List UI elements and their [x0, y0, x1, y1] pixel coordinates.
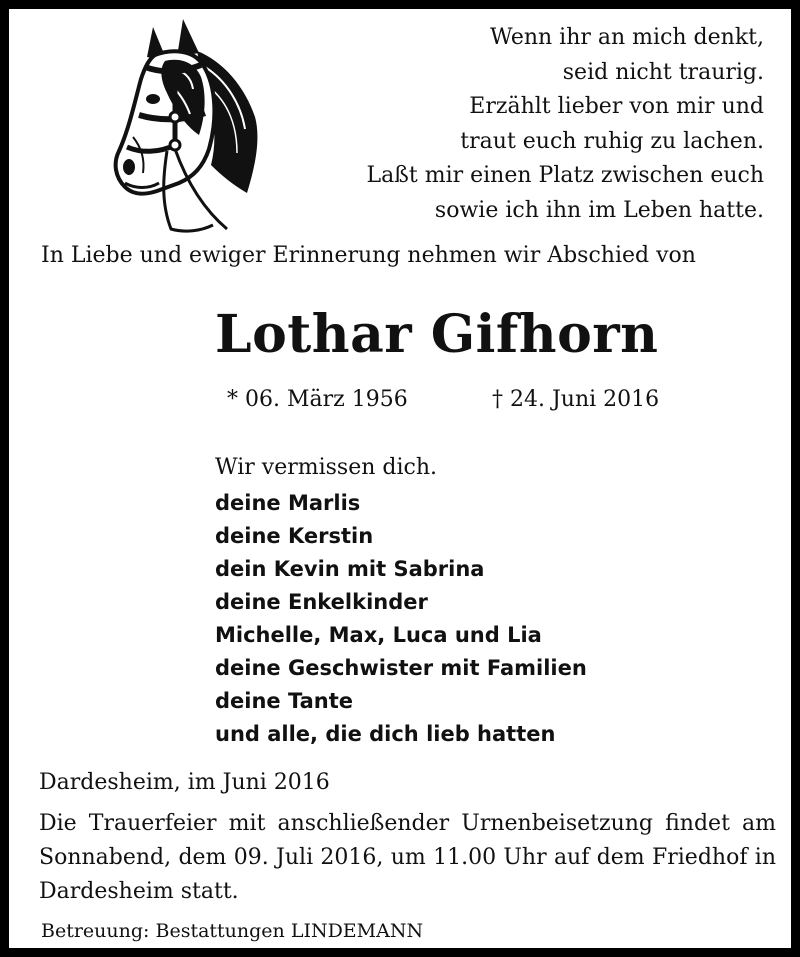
poem-line: traut euch ruhig zu lachen.: [460, 128, 764, 154]
poem-line: sowie ich ihn im Leben hatte.: [434, 197, 764, 223]
death-date: † 24. Juni 2016: [492, 387, 660, 412]
mourner-item: deine Tante: [215, 689, 353, 713]
undertaker-credit: Betreuung: Bestattungen LINDEMANN: [41, 920, 424, 942]
deceased-name: Lothar Gifhorn: [215, 304, 659, 365]
mourner-item: deine Geschwister mit Familien: [215, 656, 587, 680]
mourner-item: deine Marlis: [215, 491, 361, 515]
poem-line: Wenn ihr an mich denkt,: [490, 25, 764, 50]
intro-text: In Liebe und ewiger Erinnerung nehmen wir Abschied von: [41, 243, 696, 268]
horse-head-icon: [105, 17, 265, 237]
mourner-item: deine Enkelkinder: [215, 590, 428, 614]
mourner-item: und alle, die dich lieb hatten: [215, 722, 556, 746]
poem: [366, 21, 764, 228]
miss-line: Wir vermissen dich.: [215, 455, 437, 480]
poem-line: seid nicht traurig.: [562, 59, 764, 85]
mourners-list: [215, 487, 587, 751]
mourner-item: dein Kevin mit Sabrina: [215, 557, 485, 581]
service-details: Die Trauerfeier mit anschließender Urnenbeisetzung findet am Sonnabend, dem 09. Juli 2016, um 11.00 Uhr auf dem Friedhof in Dardesheim statt.: [39, 811, 776, 904]
place-and-date: Dardesheim, im Juni 2016: [39, 770, 330, 795]
poem-line: Erzählt lieber von mir und: [469, 94, 764, 119]
mourner-item: deine Kerstin: [215, 524, 374, 548]
birth-date: * 06. März 1956: [227, 387, 408, 412]
mourner-item: Michelle, Max, Luca und Lia: [215, 623, 542, 647]
poem-line: Laßt mir einen Platz zwischen euch: [366, 163, 764, 188]
life-dates: [227, 383, 660, 417]
